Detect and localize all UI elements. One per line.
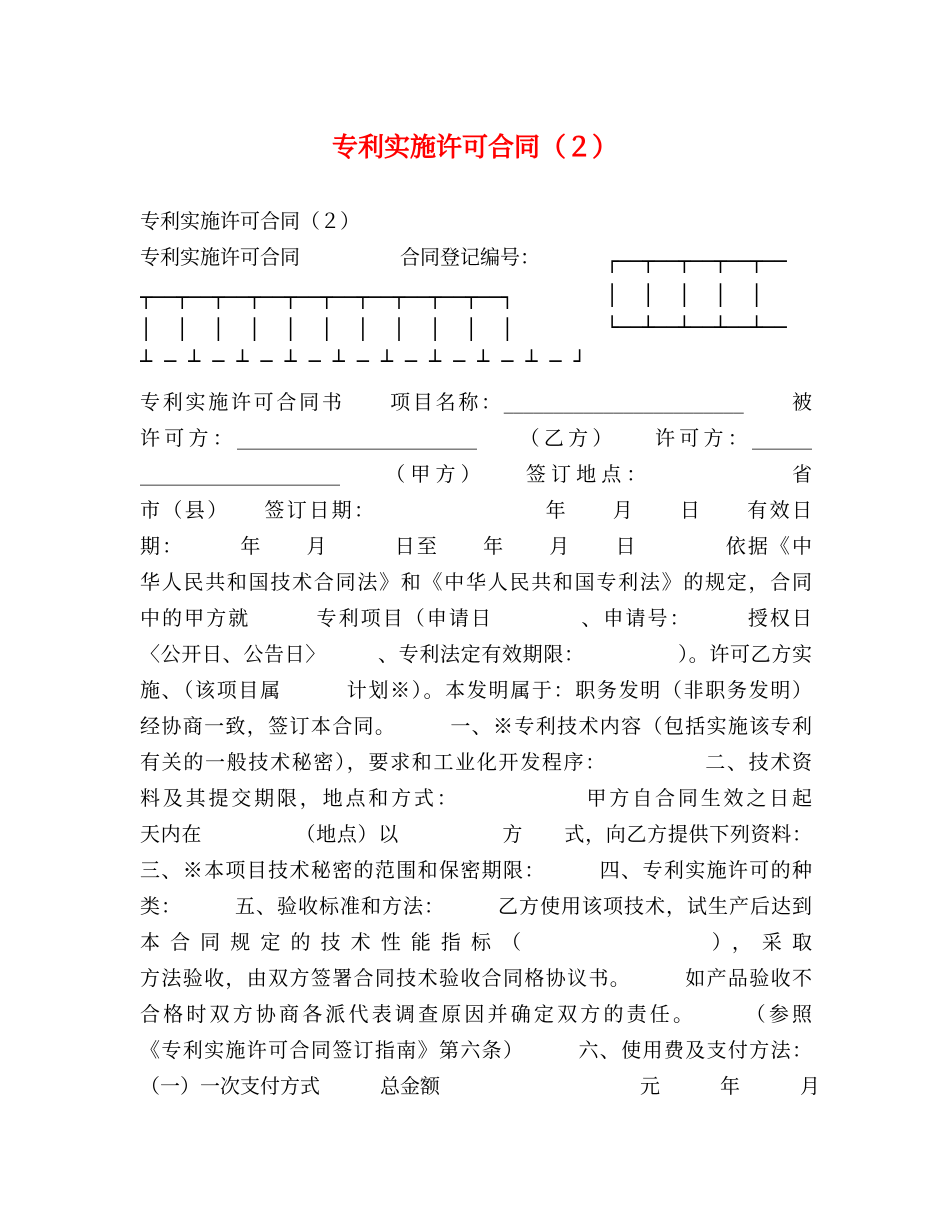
body-line: 本合同规定的技术性能指标（ ），采取: [140, 930, 812, 954]
body-line: 华人民共和国技术合同法》和《中华人民共和国专利法》的规定，合同: [140, 570, 812, 594]
body-line: 三、※本项目技术秘密的范围和保密期限： 四、专利实施许可的种: [140, 858, 812, 882]
body-line: （一）一次支付方式 总金额 元 年 月: [140, 1074, 820, 1098]
subtitle-line: 专利实施许可合同（２）: [140, 209, 360, 233]
body-line: 合格时双方协商各派代表调查原因并确定双方的责任。 （参照: [140, 1002, 812, 1026]
body-line: 施、（该项目属 计划※）。本发明属于：职务发明（非职务发明）: [140, 678, 812, 702]
body-line: 类： 五、验收标准和方法： 乙方使用该项技术，试生产后达到: [140, 894, 812, 918]
registration-box-middle-left: │ │ │ │ │ │ │ │ │ │ │: [140, 317, 514, 341]
body-line: 方法验收，由双方签署合同技术验收合同格协议书。 如产品验收不: [140, 966, 812, 990]
body-line: 经协商一致，签订本合同。 一、※专利技术内容（包括实施该专利: [140, 714, 812, 738]
body-line: 天内在 （地点）以 方 式，向乙方提供下列资料：: [140, 822, 812, 846]
registration-box-top-left: ┬──┬──┬──┬──┬──┬──┬──┬──┬──┬──┐: [140, 285, 514, 309]
registration-box-top-right: ┌──┬──┬──┬──┬──: [606, 249, 787, 273]
registration-box-bottom-row: ┴ ─ ┴ ─ ┴ ─ ┴ ─ ┴ ─ ┴ ─ ┴ ─ ┴ ─ ┴ ─ ┘: [140, 349, 586, 373]
body-line: 〈公开日、公告日〉 、专利法定有效期限： ）。许可乙方实: [140, 642, 812, 666]
body-line: 许可方：________________________ （乙方） 许可方：______: [140, 426, 812, 450]
body-line: 市（县） 签订日期： 年 月 日 有效日: [140, 498, 812, 522]
body-line: ____________________ （甲方） 签订地点： 省: [140, 462, 812, 486]
document-title: 专利实施许可合同（２）: [331, 133, 618, 163]
registration-box-bottom-right: └──┴──┴──┴──┴──: [606, 315, 787, 339]
body-line: 期： 年 月 日至 年 月 日 依据《中: [140, 534, 812, 558]
registration-number-label: 合同登记编号：: [400, 245, 540, 269]
body-line: 中的甲方就 专利项目（申请日 、申请号： 授权日: [140, 606, 812, 630]
body-line: 《专利实施许可合同签订指南》第六条） 六、使用费及支付方法：: [140, 1038, 812, 1062]
registration-box-middle-right: │ │ │ │ │: [606, 283, 763, 307]
body-line: 专利实施许可合同书 项目名称：________________________ 被: [140, 390, 812, 414]
header-left: 专利实施许可合同: [140, 245, 300, 269]
body-line: 有关的一般技术秘密），要求和工业化开发程序： 二、技术资: [140, 750, 812, 774]
body-line: 料及其提交期限，地点和方式： 甲方自合同生效之日起: [140, 786, 812, 810]
